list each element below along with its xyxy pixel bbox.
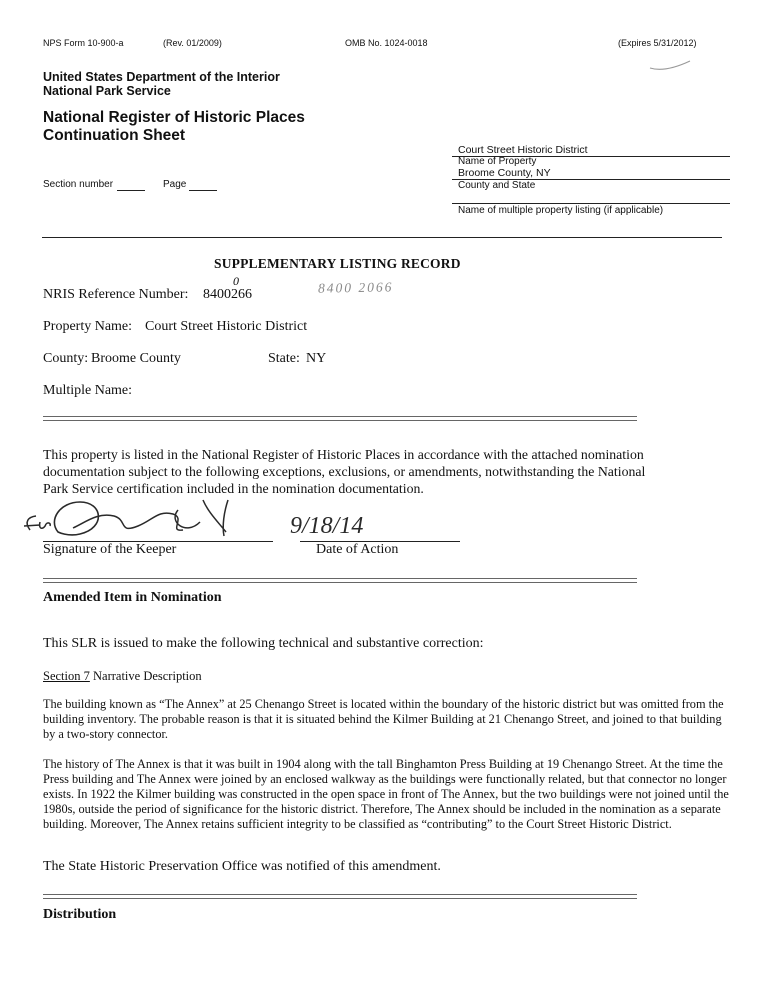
property-name-label: Name of Property (458, 156, 537, 167)
multiple-name-label: Multiple Name: (43, 383, 133, 398)
section-ref-title: Narrative Description (89, 669, 202, 683)
section-reference (43, 669, 202, 684)
expiration-date: (Expires 5/31/2012) (618, 38, 697, 48)
section-ref-number: Section 7 (43, 669, 90, 683)
property-name-field-value: Court Street Historic District (145, 319, 308, 334)
state-value: NY (306, 351, 327, 366)
form-revision: (Rev. 01/2009) (163, 38, 222, 48)
amended-heading: Amended Item in Nomination (43, 590, 222, 605)
property-name-field-label: Property Name: (43, 319, 133, 334)
section-number-label: Section number (43, 179, 114, 190)
nris-correction: 0 (233, 274, 239, 288)
signature-label: Signature of the Keeper (43, 542, 177, 557)
state-label: State: (268, 351, 300, 366)
section-divider (43, 416, 637, 421)
form-number: NPS Form 10-900-a (43, 38, 124, 48)
keeper-signature-icon (18, 492, 248, 547)
section-divider (43, 578, 637, 583)
pen-mark-icon (648, 58, 693, 74)
sheet-title-line-1: National Register of Historic Places (43, 109, 305, 126)
amended-intro: This SLR is issued to make the following technical and substantive correction: (43, 636, 484, 651)
distribution-heading: Distribution (43, 907, 117, 922)
agency-line-2: National Park Service (43, 84, 171, 98)
amendment-paragraph-2: The history of The Annex is that it was built in 1904 along with the tall Binghamton Press Building at 19 Chenango Street. At the time the Press building and The Annex were joined by an enclosed walkway as the buildings were functionally related, but that connector no longer exists. In 1922 the Kilmer building was constructed in the open space in front of The Annex, but the two buildings were not joined until the 1980s, outside the period of significance for the historic district. Therefore, The Annex should be included in the nomination as a separate building. Moreover, The Annex retains sufficient integrity to be classified as “contributing” to the Court Street Historic District. (43, 757, 729, 831)
record-title: SUPPLEMENTARY LISTING RECORD (214, 256, 461, 271)
county-state-label: County and State (458, 180, 536, 191)
shpo-notice: The State Historic Preservation Office was notified of this amendment. (43, 859, 441, 874)
section-number-blank (117, 190, 145, 191)
county-label: County: (43, 351, 89, 366)
county-value: Broome County (91, 351, 181, 366)
header-divider (42, 237, 722, 238)
property-name-value: Court Street Historic District (458, 144, 588, 156)
county-state-value: Broome County, NY (458, 167, 551, 179)
nris-label: NRIS Reference Number: (43, 287, 189, 302)
page-label: Page (163, 179, 187, 190)
sheet-title-line-2: Continuation Sheet (43, 127, 186, 144)
nris-value: 8400266 (203, 287, 252, 302)
action-date-handwritten: 9/18/14 (290, 513, 364, 539)
nris-handwritten: 8400 2066 (317, 279, 394, 296)
omb-number: OMB No. 1024-0018 (345, 38, 428, 48)
agency-line-1: United States Department of the Interior (43, 70, 280, 84)
multiple-listing-rule (452, 203, 730, 204)
amendment-paragraph-1: The building known as “The Annex” at 25 Chenango Street is located within the boundary of the historic district but was omitted from the building inventory. The probable reason is that it is situated behind the Kilmer Building at 21 Chenango Street, and joined to that building by a two-story connector. (43, 697, 724, 741)
date-label: Date of Action (316, 542, 399, 557)
page-blank (189, 190, 217, 191)
multiple-listing-label: Name of multiple property listing (if applicable) (458, 205, 664, 216)
listing-statement: This property is listed in the National Register of Historic Places in accordance with the attached nomination documentation subject to the following exceptions, exclusions, or amendments, notwithstanding the National Park Service certification included in the nomination documentation. (43, 447, 646, 496)
section-divider (43, 894, 637, 899)
